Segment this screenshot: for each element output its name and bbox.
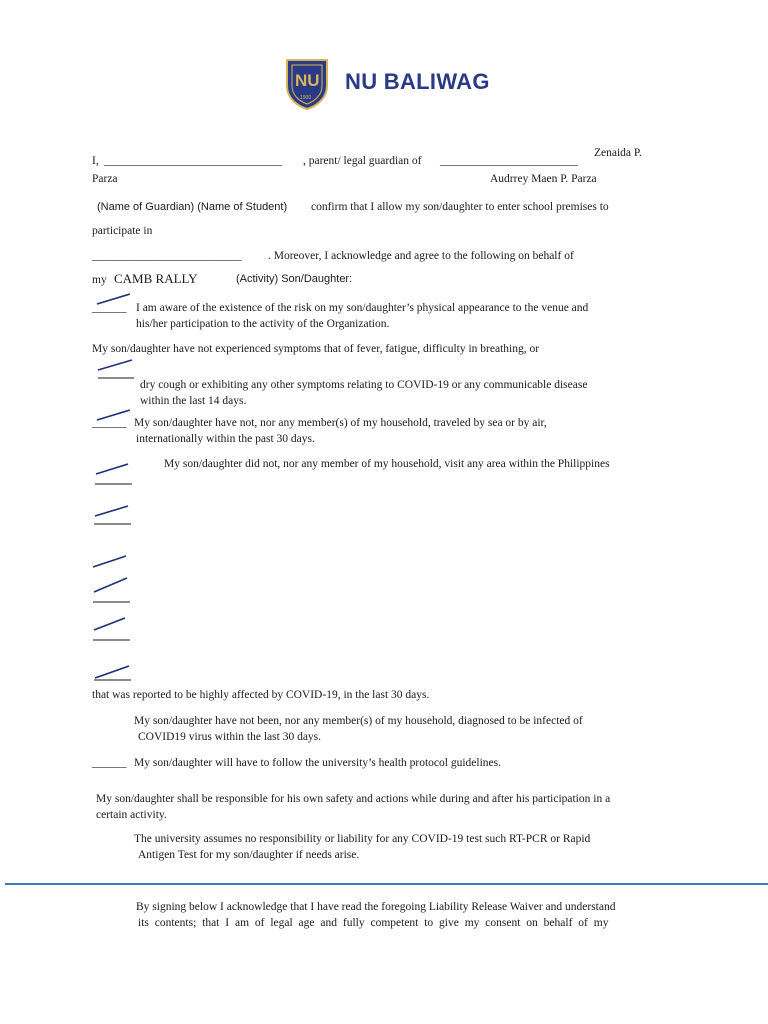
item7-line2: certain activity. [96,809,167,821]
guardian-name-blank: _______________________________ [104,155,283,167]
stray-check-mark [93,504,133,526]
activity-name: CAMB RALLY [114,271,198,286]
item4-check-mark [94,462,134,486]
check-stroke-icon [96,358,136,380]
check-stroke-icon [92,616,132,642]
item1-line2: his/her participation to the activity of the Organization. [136,318,390,330]
check-stroke-icon [93,504,133,526]
stray-check-mark [91,554,131,570]
stray-check-mark [93,664,133,682]
check-stroke-icon [93,664,133,682]
item2-check-mark [96,358,136,380]
check-stroke-icon [92,576,132,604]
name-labels: (Name of Guardian) (Name of Student) [97,201,288,213]
item1-line1: I am aware of the existence of the risk on my son/daughter’s physical appearance to the venue and [136,302,589,314]
item2-line1: dry cough or exhibiting any other symptoms relating to COVID-19 or any communicable disease [140,379,588,391]
item2-line2: within the last 14 days. [140,395,247,407]
footer-para-line1: By signing below I acknowledge that I have read the foregoing Liability Release Waiver and understand [136,901,616,913]
item3-line2: internationally within the past 30 days. [136,433,315,445]
my-label: my [92,274,107,286]
item8-line1: The university assumes no responsibility or liability for any COVID-19 test such RT-PCR or Rapid [134,833,591,845]
check-stroke-icon [94,462,134,486]
school-name: NU BALIWAG [345,69,490,94]
guardian-first-name: Zenaida P. [594,147,642,159]
item1-blank: ______ [92,302,127,314]
item4-line2: that was reported to be highly affected by COVID-19, in the last 30 days. [92,689,430,701]
stray-check-mark [92,576,132,604]
activity-blank: __________________________ [92,250,242,262]
item3-line1: My son/daughter have not, nor any member(s) of my household, traveled by sea or by air, [134,417,547,429]
consent-line1-prefix: I, [92,155,99,167]
student-name-blank: ________________________ [440,155,578,167]
guardian-last-name: Parza [92,173,118,185]
item7-line1: My son/daughter shall be responsible for his own safety and actions while during and after his participation in a [96,793,611,805]
item3-blank: ______ [92,417,127,429]
student-name: Audrrey Maen P. Parza [490,173,597,185]
check-stroke-icon [91,554,131,570]
stray-check-mark [92,616,132,642]
logo-mark: NU [295,71,320,90]
item5-line1: My son/daughter have not been, nor any member(s) of my household, diagnosed to be infected of [134,715,583,727]
consent-line1-mid: , parent/ legal guardian of [303,155,422,167]
logo-year: 1900 [300,95,312,101]
item6-blank: ______ [92,757,127,769]
page-divider [5,883,768,885]
item4-line1: My son/daughter did not, nor any member of my household, visit any area within the Philippines [164,458,610,470]
logo [283,56,503,112]
item2-line0: My son/daughter have not experienced symptoms that of fever, fatigue, difficulty in breathing, or [92,343,540,355]
item5-line2: COVID19 virus within the last 30 days. [138,731,322,743]
participate-in: participate in [92,225,153,237]
activity-labels: (Activity) Son/Daughter: [236,273,353,285]
item6-line1: My son/daughter will have to follow the university’s health protocol guidelines. [134,757,501,769]
moreover-text: . Moreover, I acknowledge and agree to the following on behalf of [268,250,574,262]
footer-para-line2: its contents; that I am of legal age and fully competent to give my consent on behalf of my [138,917,609,929]
item8-line2: Antigen Test for my son/daughter if needs arise. [138,849,360,861]
allow-text: confirm that I allow my son/daughter to enter school premises to [311,201,609,213]
